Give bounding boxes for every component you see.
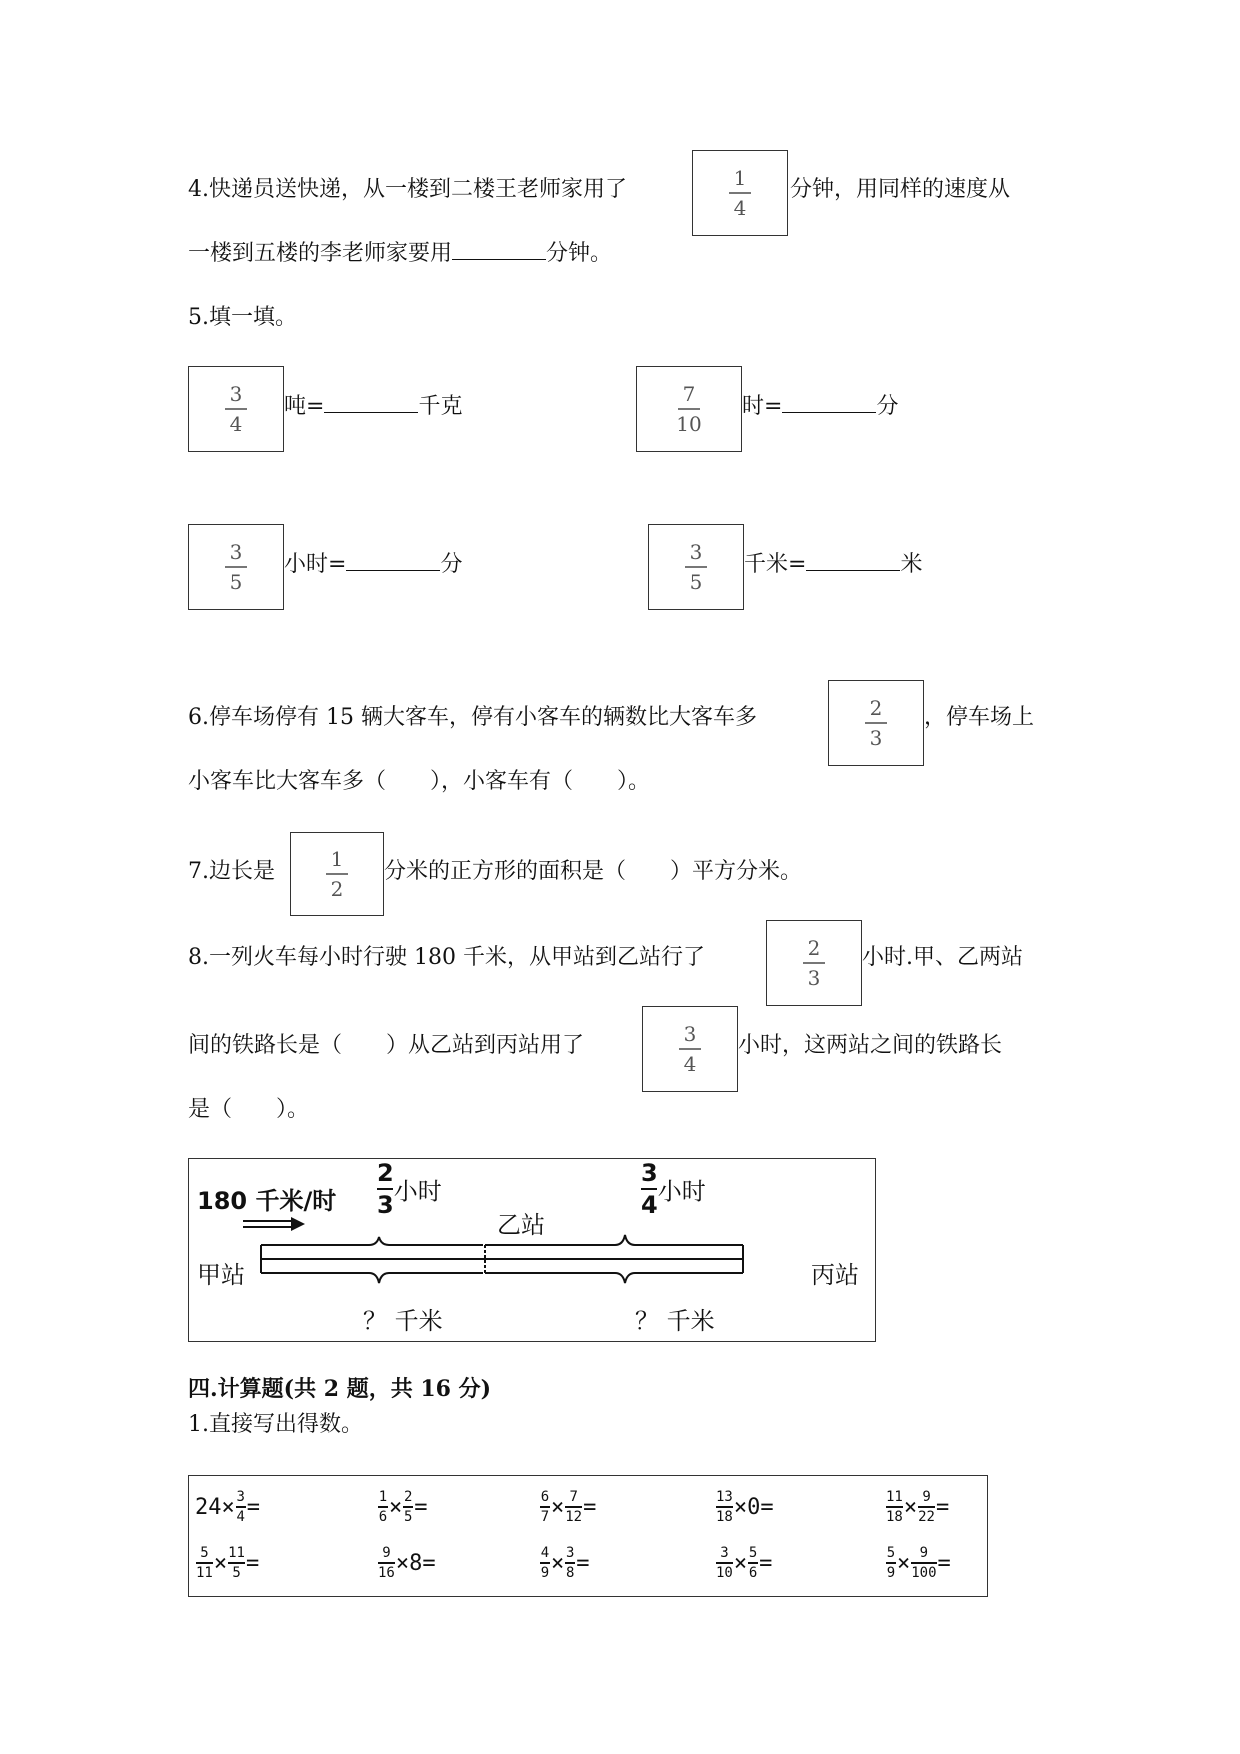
q5-item1-fraction (225, 384, 247, 434)
section-heading: 四.计算题(共 2 题，共 16 分) (188, 1376, 492, 1402)
calc-text: × (551, 1494, 565, 1520)
calc-text: = (414, 1494, 428, 1520)
small-fraction (911, 1546, 936, 1580)
fraction-numerator: 1 (330, 847, 344, 872)
small-fraction (918, 1490, 935, 1524)
fraction-denominator: 10 (716, 1564, 733, 1581)
small-fraction (236, 1490, 246, 1524)
fraction-denominator: 100 (911, 1564, 937, 1581)
track-bar (259, 1229, 819, 1299)
answer-blank[interactable] (452, 235, 546, 260)
q4-line2-unit: 分钟。 (546, 241, 613, 266)
q4-fraction-box (692, 150, 788, 236)
q4-text-1: 4.快递员送快递，从一楼到二楼王老师家用了 (188, 177, 627, 202)
unit-to: 米 (900, 552, 923, 577)
small-fraction (228, 1546, 245, 1580)
fraction-numerator: 11 (228, 1545, 245, 1562)
fraction-denominator: 4 (641, 1191, 658, 1219)
fraction-denominator: 5 (229, 569, 243, 594)
calc-expression (885, 1540, 951, 1586)
calc-text: × (733, 1494, 748, 1520)
calc-text: × (389, 1494, 403, 1520)
q8-text-1: 8.一列火车每小时行驶 180 千米，从甲站到乙站行了 (188, 945, 705, 970)
small-fraction (716, 1490, 733, 1524)
segment2-fraction (641, 1161, 658, 1217)
fraction-numerator: 2 (807, 936, 821, 961)
fraction-denominator: 16 (378, 1564, 395, 1581)
fraction-denominator: 5 (689, 569, 703, 594)
small-fraction (403, 1490, 413, 1524)
fraction-numerator: 11 (886, 1489, 903, 1506)
fraction-denominator: 9 (886, 1564, 896, 1581)
q4-fraction (729, 168, 751, 218)
calc-text: = (937, 1550, 951, 1576)
fraction-denominator: 6 (378, 1508, 388, 1525)
calc-text: = (576, 1550, 590, 1576)
calc-text: × (897, 1550, 911, 1576)
calc-expression (539, 1484, 596, 1530)
unit-to: 分 (876, 394, 899, 419)
fraction-denominator: 18 (886, 1508, 903, 1525)
small-fraction (748, 1546, 758, 1580)
fraction-denominator: 4 (733, 195, 747, 220)
fraction-numerator: 3 (720, 1545, 729, 1562)
calc-text: × (903, 1494, 918, 1520)
calc-text: 8= (409, 1550, 436, 1576)
fraction-numerator: 7 (682, 382, 696, 407)
station-a-label: 甲站 (197, 1261, 245, 1289)
speed-label: 180 千米/时 (197, 1187, 337, 1215)
distance1-label: ？ 千米 (363, 1307, 443, 1335)
q5-item3-fraction (225, 542, 247, 592)
q4-line2-text: 一楼到五楼的李老师家要用 (188, 241, 453, 266)
unit-to: 千克 (418, 394, 463, 419)
fraction-numerator: 9 (919, 1545, 929, 1562)
calc-table (188, 1475, 988, 1597)
fraction-denominator: 2 (330, 876, 344, 901)
q5-item1-fraction-box (188, 366, 284, 452)
q8-text-2: 小时.甲、乙两站 (862, 945, 1023, 970)
q5-item4-fraction (685, 542, 707, 592)
small-fraction (886, 1490, 903, 1524)
q6-fraction-box (828, 680, 924, 766)
calc-text: = (245, 1550, 260, 1576)
fraction-numerator: 2 (404, 1489, 413, 1506)
fraction-denominator: 8 (566, 1564, 575, 1581)
calc-text: = (935, 1494, 950, 1520)
q7-fraction (326, 849, 348, 899)
fraction-denominator: 5 (404, 1508, 413, 1525)
answer-blank[interactable] (782, 388, 876, 413)
fraction-numerator: 7 (569, 1489, 578, 1506)
fraction-numerator: 2 (377, 1159, 394, 1187)
small-fraction (565, 1490, 582, 1524)
calc-expression (715, 1484, 774, 1530)
q5-item1 (284, 387, 462, 427)
q5-item2 (742, 387, 898, 427)
q8-fraction1 (803, 938, 825, 988)
fraction-denominator: 7 (540, 1508, 550, 1525)
calc-expression (539, 1540, 590, 1586)
q5-item4-fraction-box (648, 524, 744, 610)
calc-text: × (551, 1550, 565, 1576)
small-fraction (716, 1546, 733, 1580)
fraction-numerator: 5 (886, 1545, 896, 1562)
answer-blank[interactable] (346, 546, 440, 571)
segment2-time (641, 1161, 706, 1217)
small-fraction (196, 1546, 213, 1580)
q5-title: 5.填一填。 (188, 305, 297, 330)
fraction-numerator: 6 (540, 1489, 550, 1506)
q6-line1: 6.停车场停有 15 辆大客车，停有小客车的辆数比大客车多 (188, 705, 757, 730)
calc-text: = (583, 1494, 597, 1520)
fraction-numerator: 13 (716, 1489, 733, 1506)
fraction-denominator: 5 (232, 1564, 241, 1581)
answer-blank[interactable] (324, 388, 418, 413)
q5-item3 (284, 545, 462, 585)
answer-blank[interactable] (806, 546, 900, 571)
small-fraction (565, 1546, 575, 1580)
q8-line2-text-2: 小时，这两站之间的铁路长 (738, 1033, 1003, 1058)
q8-line2-text: 间的铁路长是（ ）从乙站到丙站用了 (188, 1033, 585, 1058)
calc-expression (715, 1540, 772, 1586)
fraction-denominator: 10 (676, 411, 702, 436)
calc-text: 24× (195, 1494, 235, 1520)
calc-text: = (246, 1494, 260, 1520)
fraction-denominator: 4 (229, 411, 243, 436)
unit-from: 千米= (744, 552, 807, 577)
fraction-numerator: 3 (229, 540, 243, 565)
q5-item2-fraction (676, 384, 701, 434)
q7-text-1: 7.边长是 (188, 859, 275, 884)
q6-text-2: ，停车场上 (924, 705, 1035, 730)
calc-text: × (395, 1550, 410, 1576)
fraction-numerator: 3 (689, 540, 703, 565)
fraction-denominator: 22 (918, 1508, 935, 1525)
fraction-numerator: 3 (566, 1545, 575, 1562)
q6-fraction (865, 698, 887, 748)
fraction-numerator: 3 (641, 1159, 658, 1187)
fraction-denominator: 3 (807, 965, 821, 990)
fraction-denominator: 3 (377, 1191, 394, 1219)
q5-item3-fraction-box (188, 524, 284, 610)
small-fraction (378, 1490, 388, 1524)
fraction-numerator: 1 (378, 1489, 388, 1506)
station-b-label: 乙站 (497, 1211, 545, 1239)
train-diagram (188, 1158, 876, 1342)
q8-fraction1-box (766, 920, 862, 1006)
q8-fraction2 (679, 1024, 701, 1074)
fraction-numerator: 3 (236, 1489, 245, 1506)
hours-label: 小时 (393, 1177, 442, 1206)
hours-label: 小时 (657, 1177, 706, 1206)
small-fraction (540, 1546, 550, 1580)
fraction-denominator: 3 (869, 725, 883, 750)
fraction-numerator: 1 (733, 166, 747, 191)
q7-text-2: 分米的正方形的面积是（ ）平方分米。 (384, 859, 803, 884)
calc-text: 0= (747, 1494, 774, 1520)
calc-expression (885, 1484, 949, 1530)
calc-expression (195, 1484, 260, 1530)
fraction-numerator: 5 (748, 1545, 758, 1562)
fraction-numerator: 5 (200, 1545, 209, 1562)
q8-line3: 是（ ）。 (188, 1097, 310, 1122)
q4-line2 (188, 234, 612, 274)
fraction-numerator: 4 (540, 1545, 550, 1562)
small-fraction (378, 1546, 395, 1580)
unit-from: 吨= (284, 394, 325, 419)
q5-item4 (744, 545, 922, 585)
fraction-numerator: 3 (229, 382, 243, 407)
fraction-denominator: 9 (540, 1564, 550, 1581)
small-fraction (540, 1490, 550, 1524)
distance2-label: ？ 千米 (635, 1307, 715, 1335)
fraction-denominator: 11 (196, 1564, 213, 1581)
q8-fraction2-box (642, 1006, 738, 1092)
unit-from: 小时= (284, 552, 347, 577)
fraction-denominator: 6 (748, 1564, 758, 1581)
calc-expression (195, 1540, 259, 1586)
fraction-denominator: 4 (236, 1508, 245, 1525)
calc-expression (377, 1540, 436, 1586)
q4-text-2: 分钟，用同样的速度从 (790, 177, 1011, 202)
unit-from: 时= (742, 394, 783, 419)
fraction-numerator: 2 (869, 696, 883, 721)
fraction-numerator: 9 (922, 1489, 931, 1506)
segment1-time (377, 1161, 442, 1217)
fraction-denominator: 4 (683, 1051, 697, 1076)
fraction-numerator: 3 (683, 1022, 697, 1047)
station-c-label: 丙站 (811, 1261, 859, 1289)
q6-line2: 小客车比大客车多（ ），小客车有（ ）。 (188, 769, 651, 794)
unit-to: 分 (440, 552, 463, 577)
calc-text: × (733, 1550, 748, 1576)
q4-line1 (188, 170, 627, 210)
fraction-numerator: 9 (382, 1545, 391, 1562)
calc-text: = (759, 1550, 773, 1576)
q5-item2-fraction-box (636, 366, 742, 452)
calc-question-title: 1.直接写出得数。 (188, 1412, 363, 1437)
calc-expression (377, 1484, 428, 1530)
fraction-denominator: 12 (565, 1508, 583, 1525)
segment1-fraction (377, 1161, 394, 1217)
calc-text: × (213, 1550, 228, 1576)
small-fraction (886, 1546, 896, 1580)
fraction-denominator: 18 (716, 1508, 733, 1525)
q7-fraction-box (290, 832, 384, 916)
